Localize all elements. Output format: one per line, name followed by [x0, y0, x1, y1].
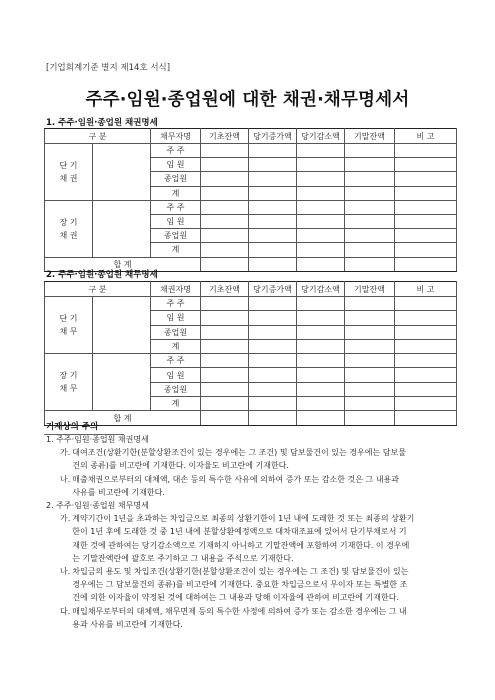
table-row	[45, 354, 457, 368]
note-item: 나. 매출채권으로부터의 대체액, 대손 등의 특수한 사유에 의하여 증가 또는 감소한 것은 그 내용과 사유를 비고란에 기재한다.	[60, 474, 400, 497]
note-heading-receivables: 1. 주주·임원·종업원 채권명세	[46, 435, 149, 444]
table-row	[45, 144, 457, 158]
row-label-employee: 종업원	[151, 172, 201, 186]
row-label-shareholder: 주 주	[151, 200, 201, 214]
header-opening: 기초잔액	[201, 129, 249, 144]
row-label-total: 합 계	[45, 411, 201, 425]
note-item: 가. 계약기간이 1년을 초과하는 차입금으로 최종의 상환기한이 1년 내에 도래한 것 또는 최종의 상환기 한이 1년 후에 도래한 것 중 1년 내에 분할상환예정액으로 대차대조표에 있어서 단기부채로서 기 재한 것에 관하여는 당기감소액으로 기재하지 아니하고 기말잔액에 포함하여 기재한다. 이 경우에 는 기말잔액란에 괄호로 주기하고 그 내용을 주석으로 기재한다.	[60, 514, 415, 563]
header-decrease: 당기감소액	[297, 282, 345, 297]
receivables-section-title: 1. 주주·임원·종업원 채권명세	[46, 118, 158, 128]
header-category: 구 분	[45, 282, 151, 297]
long-term-receivables-label: 장 기 채 권	[45, 200, 93, 257]
header-opening: 기초잔액	[201, 282, 249, 297]
payables-header-row	[45, 282, 457, 297]
header-closing: 기말잔액	[345, 129, 395, 144]
short-term-payables-label: 단 기 채 무	[45, 297, 93, 354]
row-label-employee: 종업원	[151, 229, 201, 243]
payables-table	[44, 281, 457, 426]
header-increase: 당기증가액	[249, 282, 297, 297]
row-label-subtotal: 계	[151, 339, 201, 353]
receivables-table	[44, 128, 457, 272]
header-closing: 기말잔액	[345, 282, 395, 297]
short-term-payables-detail-cell[interactable]	[93, 297, 151, 354]
header-remarks: 비 고	[395, 129, 457, 144]
note-item: 다. 매입채무로부터의 대체액, 채무면제 등의 특수한 사정에 의하여 증가 또는 감소한 경우에는 그 내 용과 사유를 비고란에 기재한다.	[60, 606, 407, 629]
short-term-receivables-label: 단 기 채 권	[45, 144, 93, 201]
receivables-header-row	[45, 129, 457, 144]
row-label-subtotal: 계	[151, 243, 201, 257]
row-label-employee: 종업원	[151, 325, 201, 339]
row-label-total: 합 계	[45, 257, 201, 271]
header-creditor: 채권자명	[151, 282, 201, 297]
note-heading-payables: 2. 주주·임원·종업원 채무명세	[46, 501, 149, 511]
long-term-payables-detail-cell[interactable]	[93, 354, 151, 411]
document-title: 주주·임원·종업원에 대한 채권·채무명세서	[85, 90, 410, 110]
row-label-shareholder: 주 주	[151, 354, 201, 368]
row-label-officer: 임 원	[151, 311, 201, 325]
notes-title: 기재상의 주의	[46, 422, 99, 432]
row-label-shareholder: 주 주	[151, 297, 201, 311]
row-label-employee: 종업원	[151, 382, 201, 396]
short-term-receivables-detail-cell[interactable]	[93, 144, 151, 201]
row-label-subtotal: 계	[151, 397, 201, 411]
total-row	[45, 411, 457, 425]
row-label-officer: 임 원	[151, 368, 201, 382]
long-term-payables-label: 장 기 채 무	[45, 354, 93, 411]
note-item: 가. 대여조건(상환기한(분할상환조건이 있는 경우에는 그 조건) 및 담보물건이 있는 경우에는 담보물 건의 종류)를 비고란에 기재한다. 이자율도 비고란에 기재한다.	[60, 448, 406, 471]
row-label-officer: 임 원	[151, 214, 201, 228]
long-term-receivables-detail-cell[interactable]	[93, 200, 151, 257]
row-label-subtotal: 계	[151, 186, 201, 200]
row-label-officer: 임 원	[151, 158, 201, 172]
form-reference: [기업회계기준 별지 제14호 서식]	[46, 63, 171, 73]
header-increase: 당기증가액	[249, 129, 297, 144]
header-decrease: 당기감소액	[297, 129, 345, 144]
header-remarks: 비 고	[395, 282, 457, 297]
table-row	[45, 297, 457, 311]
table-row	[45, 200, 457, 214]
row-label-shareholder: 주 주	[151, 144, 201, 158]
notes-body	[46, 433, 461, 631]
payables-section-title: 2. 주주·임원·종업원 채무명세	[46, 270, 158, 280]
note-item: 나. 차입금의 용도 및 차입조건(상환기한(분할상환조건이 있는 경우에는 그 조건) 및 담보물건이 있는 경우에는 그 담보물건의 종류)를 비고란에 기재한다. 중요한 차입금으로서 무이자 또는 특별한 조 건에 의한 이자율이 약정된 것에 대하여는 그 내용과 당해 이자율에 관하여 비고란에 기재한다.	[60, 567, 409, 603]
header-debtor: 채무자명	[151, 129, 201, 144]
header-category: 구 분	[45, 129, 151, 144]
